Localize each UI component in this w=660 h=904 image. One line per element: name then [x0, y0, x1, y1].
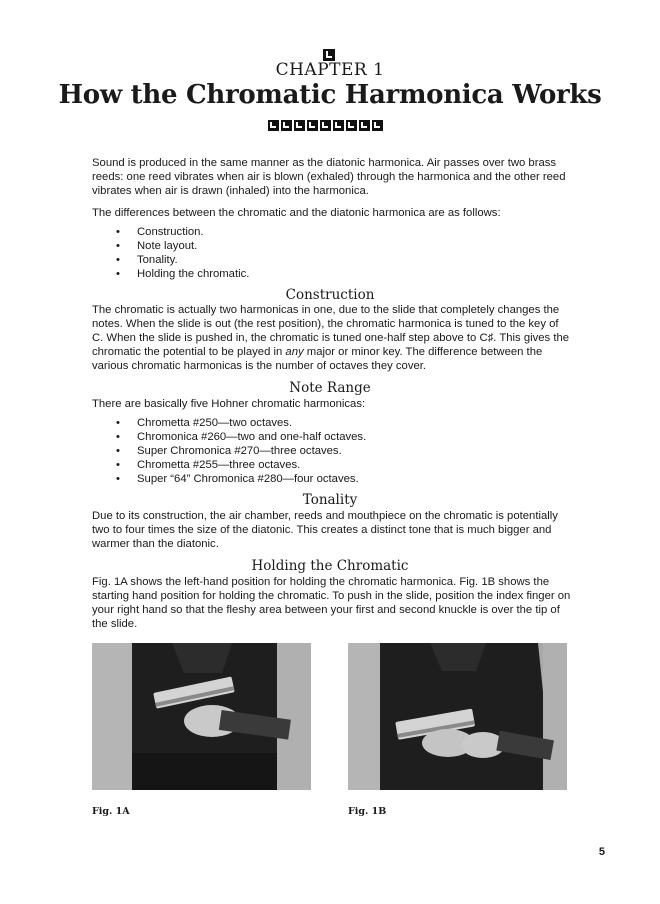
intro-paragraph: Sound is produced in the same manner as the diatonic harmonica. Air passes over two brass reeds: one reed vibrates when air is blown (exhaled) through the harmonica and the other reed vibrates when air is drawn (inhaled) into the harmonica. — [92, 157, 566, 197]
ornament-square-icon — [320, 120, 331, 131]
construction-heading: Construction — [285, 287, 375, 303]
ornament-square-icon — [268, 120, 279, 131]
ornament-square-icon — [307, 120, 318, 131]
differences-list — [116, 225, 249, 281]
emphasis-text: any — [285, 346, 304, 358]
list-item: • Chrometta #250—two octaves. — [116, 416, 366, 430]
harmonica-two-hand-illustration — [348, 643, 567, 790]
note-range-intro: There are basically five Hohner chromatic harmonicas: — [92, 398, 366, 410]
differences-paragraph: The differences between the chromatic and the diatonic harmonica are as follows: — [92, 207, 501, 219]
ornament-square-icon — [372, 120, 383, 131]
harmonica-left-hand-illustration — [92, 643, 311, 790]
figure-1a-caption: Fig. 1A — [92, 806, 130, 817]
construction-paragraph — [92, 303, 572, 373]
holding-heading: Holding the Chromatic — [251, 558, 409, 574]
decorative-ornament-row — [268, 120, 383, 131]
holding-paragraph: Fig. 1A shows the left-hand position for holding the chromatic harmonica. Fig. 1B shows the starting hand position for holding the chromatic. To push in the slide, position the index finger on your right hand so that the fleshy area between your first and second knuckle is over the tip of the slide. — [92, 576, 571, 630]
list-item: • Chromonica #260—two and one-half octaves. — [116, 430, 366, 444]
construction-text: The chromatic is actually two harmonicas in one, due to the slide that completely changes the notes. When the slide is out (the rest position), the chromatic harmonica is tuned to the key of C. When the slide is pushed in, the chromatic is tuned one-half step above to C♯. This gives the chromatic the potential to be played in — [92, 304, 570, 358]
ornament-square-icon — [294, 120, 305, 131]
list-item: • Holding the chromatic. — [116, 267, 249, 281]
chapter-title: How the Chromatic Harmonica Works — [58, 80, 602, 110]
figure-1b-photo — [348, 643, 567, 790]
page-number: 5 — [598, 846, 605, 858]
list-item: • Tonality. — [116, 253, 249, 267]
list-item: • Note layout. — [116, 239, 249, 253]
ornament-square-icon — [346, 120, 357, 131]
tonality-paragraph: Due to its construction, the air chamber, reeds and mouthpiece on the chromatic is potentially two to four times the size of the diatonic. This creates a distinct tone that is much bigger and warmer than the diatonic. — [92, 510, 558, 550]
figure-1a-photo — [92, 643, 311, 790]
harmonica-models-list — [116, 416, 366, 486]
construction-text-end: major or minor key. The difference between the various chromatic harmonicas is the number of octaves they cover. — [92, 346, 543, 372]
chapter-label: CHAPTER 1 — [275, 60, 385, 80]
ornament-square-icon — [333, 120, 344, 131]
list-item: • Super “64” Chromonica #280—four octaves. — [116, 472, 366, 486]
tonality-heading: Tonality — [302, 492, 358, 508]
list-item: • Super Chromonica #270—three octaves. — [116, 444, 366, 458]
figure-1b-caption: Fig. 1B — [348, 806, 387, 817]
list-item: • Chrometta #255—three octaves. — [116, 458, 366, 472]
list-item: • Construction. — [116, 225, 249, 239]
ornament-square-icon — [359, 120, 370, 131]
ornament-square-icon — [281, 120, 292, 131]
note-range-heading: Note Range — [289, 380, 371, 396]
